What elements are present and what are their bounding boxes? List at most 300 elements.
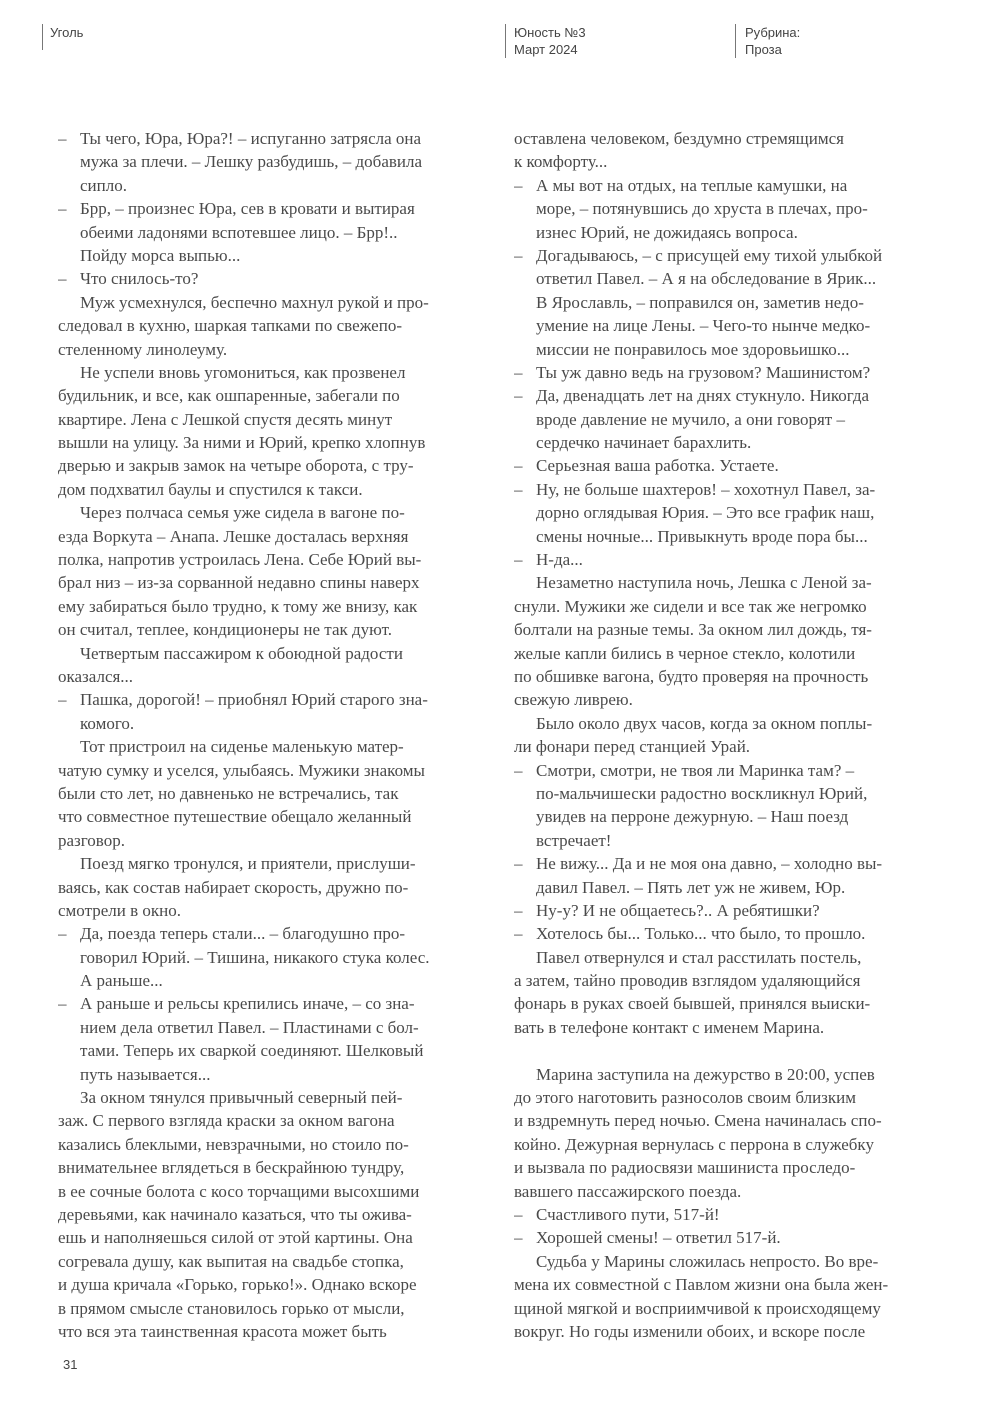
line-text: дорно оглядывая Юрия. – Это все график наш, xyxy=(536,503,875,523)
indent xyxy=(514,431,536,454)
text-line xyxy=(514,805,955,828)
text-line xyxy=(58,688,492,711)
text-line xyxy=(58,618,492,641)
line-text: смотрели в окно. xyxy=(58,900,181,920)
text-line xyxy=(514,876,955,899)
dialogue-line xyxy=(514,384,955,454)
text-line xyxy=(58,829,492,852)
text-line xyxy=(514,1203,955,1226)
issue-date: Март 2024 xyxy=(514,42,578,57)
paragraph xyxy=(514,712,955,759)
line-text: Н-да... xyxy=(536,550,583,570)
text-line xyxy=(514,1250,955,1273)
line-text: мужа за плечи. – Лешку разбудишь, – добавила xyxy=(80,152,423,172)
indent xyxy=(58,244,80,267)
line-text: вавшего пассажирского поезда. xyxy=(514,1181,742,1201)
text-column-left xyxy=(58,127,492,1343)
paragraph xyxy=(514,571,955,711)
text-line xyxy=(514,478,955,501)
line-text: Через полчаса семья уже сидела в вагоне по- xyxy=(80,503,405,523)
text-line xyxy=(514,384,955,407)
paragraph xyxy=(58,642,492,689)
line-text: стеленному линолеуму. xyxy=(58,339,228,359)
magazine-issue xyxy=(514,24,586,58)
line-text: Счастливого пути, 517-й! xyxy=(536,1204,720,1224)
line-text: море, – потянувшись до хруста в плечах, про- xyxy=(536,199,868,219)
indent xyxy=(58,291,80,314)
text-line xyxy=(58,244,492,267)
indent xyxy=(58,852,80,875)
text-line xyxy=(58,1133,492,1156)
text-line xyxy=(58,1226,492,1249)
text-line xyxy=(58,408,492,431)
indent xyxy=(514,876,536,899)
rubric xyxy=(745,24,800,58)
indent xyxy=(514,1250,536,1273)
indent xyxy=(58,946,80,969)
line-text: по-мальчишески радостно воскликнул Юрий, xyxy=(536,783,868,803)
text-line xyxy=(514,314,955,337)
text-line xyxy=(58,1273,492,1296)
paragraph xyxy=(58,852,492,922)
text-line xyxy=(58,1203,492,1226)
line-text: ваясь, как состав набирает скорость, дружно по- xyxy=(58,877,409,897)
line-text: Незаметно наступила ночь, Лешка с Леной за- xyxy=(536,573,872,593)
line-text: квартире. Лена с Лешкой спустя десять минут xyxy=(58,409,393,429)
line-text: Серьезная ваша работка. Устаете. xyxy=(536,456,779,476)
indent xyxy=(514,408,536,431)
indent xyxy=(58,642,80,665)
text-line xyxy=(58,946,492,969)
paragraph xyxy=(58,1086,492,1343)
text-line xyxy=(514,969,955,992)
text-line xyxy=(58,267,492,290)
text-line xyxy=(514,946,955,969)
text-line xyxy=(514,782,955,805)
dialogue-dash: – xyxy=(58,924,67,944)
line-text: В Ярославль, – поправился он, заметив недо- xyxy=(536,292,864,312)
text-line xyxy=(514,1226,955,1249)
line-text: Пойду морса выпью... xyxy=(80,245,241,265)
text-line xyxy=(514,221,955,244)
line-text: снули. Мужики же сидели и все так же негромко xyxy=(514,596,867,616)
text-line xyxy=(514,338,955,361)
text-line xyxy=(58,922,492,945)
line-text: ответил Павел. – А я на обследование в Ярик... xyxy=(536,269,877,289)
text-line xyxy=(58,150,492,173)
indent xyxy=(514,221,536,244)
text-line xyxy=(58,361,492,384)
section-title: Уголь xyxy=(50,25,84,40)
indent xyxy=(514,267,536,290)
paragraph xyxy=(58,735,492,852)
line-text: по обшивке вагона, будто проверяя на прочность xyxy=(514,666,869,686)
line-text: что вся эта таинственная красота может быть xyxy=(58,1321,387,1341)
text-line xyxy=(58,876,492,899)
text-line xyxy=(58,1180,492,1203)
dialogue-line xyxy=(514,899,955,922)
header-divider xyxy=(42,24,43,50)
line-text: Ну, не больше шахтеров! – хохотнул Павел, за- xyxy=(536,479,876,499)
line-text: а затем, тайно проводив взглядом удаляющийся xyxy=(514,971,861,991)
dialogue-dash: – xyxy=(58,269,67,289)
dialogue-line xyxy=(58,127,492,197)
paragraph xyxy=(58,501,492,641)
text-line xyxy=(58,782,492,805)
text-line xyxy=(58,525,492,548)
text-line xyxy=(514,454,955,477)
dialogue-line xyxy=(514,174,955,244)
indent xyxy=(58,712,80,735)
paragraph xyxy=(58,361,492,501)
text-line xyxy=(58,338,492,361)
text-line xyxy=(58,1156,492,1179)
indent xyxy=(514,571,536,594)
text-line xyxy=(58,221,492,244)
line-text: ешь и наполняешься силой от этой картины. Она xyxy=(58,1228,413,1248)
text-line xyxy=(514,197,955,220)
line-text: деревьями, как начинало казаться, что ты ожива- xyxy=(58,1204,412,1224)
text-line xyxy=(514,852,955,875)
line-text: казались блеклыми, невзрачными, но стоило по- xyxy=(58,1134,409,1154)
text-line xyxy=(514,712,955,735)
text-line xyxy=(58,595,492,618)
line-text: Марина заступила на дежурство в 20:00, успев xyxy=(536,1064,875,1084)
line-text: и вздремнуть перед ночью. Смена начиналась спо- xyxy=(514,1111,882,1131)
text-line xyxy=(514,501,955,524)
rubric-label: Рубрина: xyxy=(745,25,801,40)
dialogue-dash: – xyxy=(58,129,67,148)
text-line xyxy=(514,1273,955,1296)
line-text: Судьба у Марины сложилась непросто. Во вре- xyxy=(536,1251,879,1271)
page-number: 31 xyxy=(63,1357,78,1372)
line-text: будильник, и все, как ошпаренные, забегали по xyxy=(58,386,400,406)
indent xyxy=(58,361,80,384)
dialogue-dash: – xyxy=(514,245,523,265)
line-text: Хотелось бы... Только... что было, то прошло. xyxy=(536,924,866,944)
indent xyxy=(514,291,536,314)
dialogue-dash: – xyxy=(514,550,523,570)
line-text: Ты чего, Юра, Юра?! – испуганно затрясла она xyxy=(80,129,422,148)
dialogue-line xyxy=(514,852,955,899)
indent xyxy=(514,829,536,852)
line-text: обеими ладонями вспотевшее лицо. – Брр!.. xyxy=(80,222,398,242)
line-text: Что снилось-то? xyxy=(80,269,199,289)
line-text: следовал в кухню, шаркая тапками по свежепо- xyxy=(58,316,402,336)
line-text: изнес Юрий, не дожидаясь вопроса. xyxy=(536,222,798,242)
line-text: Пашка, дорогой! – приобнял Юрий старого зна- xyxy=(80,690,428,710)
line-text: согревала душу, как выпитая на свадьбе стопка, xyxy=(58,1251,404,1271)
dialogue-line xyxy=(514,548,955,571)
line-text: Ты уж давно ведь на грузовом? Машинистом? xyxy=(536,362,871,382)
dialogue-line xyxy=(514,478,955,548)
text-line xyxy=(58,1109,492,1132)
line-text: говорил Юрий. – Тишина, никакого стука колес. xyxy=(80,947,430,967)
line-text: Брр, – произнес Юра, сев в кровати и вытирая xyxy=(80,199,415,219)
line-text: Смотри, смотри, не твоя ли Маринка там? – xyxy=(536,760,855,780)
line-text: брал низ – из-за сорванной недавно спины наверх xyxy=(58,573,420,593)
line-text: оставлена человеком, бездумно стремящимся xyxy=(514,129,844,148)
line-text: сипло. xyxy=(80,175,127,195)
line-text: нием дела ответил Павел. – Пластинами с бол- xyxy=(80,1017,419,1037)
text-line xyxy=(514,267,955,290)
text-line xyxy=(514,899,955,922)
dialogue-line xyxy=(514,759,955,853)
line-text: Тот пристроил на сиденье маленькую матер- xyxy=(80,737,404,757)
dialogue-line xyxy=(514,922,955,945)
dialogue-dash: – xyxy=(514,479,523,499)
text-line xyxy=(58,454,492,477)
line-text: вокруг. Но годы изменили обоих, и вскоре после xyxy=(514,1321,866,1341)
text-line xyxy=(58,735,492,758)
text-line xyxy=(514,665,955,688)
dialogue-dash: – xyxy=(58,199,67,219)
text-line xyxy=(514,548,955,571)
dialogue-line xyxy=(58,922,492,992)
text-line xyxy=(514,735,955,758)
text-line xyxy=(514,361,955,384)
indent xyxy=(58,1063,80,1086)
text-line xyxy=(514,618,955,641)
text-line xyxy=(514,922,955,945)
line-text: внимательнее вглядеться в бескрайнюю тундру, xyxy=(58,1158,405,1178)
text-line xyxy=(58,174,492,197)
line-text: смены ночные... Привыкнуть вроде пора бы... xyxy=(536,526,868,546)
paragraph xyxy=(514,946,955,1040)
line-text: болтали на разные темы. За окном лил дождь, тя- xyxy=(514,620,872,640)
dialogue-dash: – xyxy=(514,900,523,920)
line-text: дверью и закрыв замок на четыре оборота, с тру- xyxy=(58,456,414,476)
text-line xyxy=(58,665,492,688)
indent xyxy=(58,969,80,992)
line-text: и душа кричала «Горько, горько!». Однако вскоре xyxy=(58,1275,417,1295)
text-line xyxy=(514,571,955,594)
dialogue-line xyxy=(514,361,955,384)
text-line xyxy=(514,291,955,314)
text-line xyxy=(514,688,955,711)
line-text: Хорошей смены! – ответил 517-й. xyxy=(536,1228,781,1248)
text-line xyxy=(58,384,492,407)
line-text: вроде давление не мучило, а они говорят – xyxy=(536,409,845,429)
text-line xyxy=(514,150,955,173)
text-line xyxy=(514,1086,955,1109)
dialogue-line xyxy=(514,244,955,361)
line-text: миссии не понравилось мое здоровьишко... xyxy=(536,339,850,359)
line-text: езда Воркута – Анапа. Лешке досталась верхняя xyxy=(58,526,409,546)
dialogue-line xyxy=(58,197,492,267)
paragraph xyxy=(514,1250,955,1344)
line-text: полка, напротив устроилась Лена. Себе Юрий вы- xyxy=(58,550,422,570)
line-text: давил Павел. – Пять лет уж не живем, Юр. xyxy=(536,877,846,897)
text-line xyxy=(514,759,955,782)
line-text: комого. xyxy=(80,713,135,733)
dialogue-dash: – xyxy=(58,690,67,710)
line-text: свежую ливрею. xyxy=(514,690,633,710)
dialogue-line xyxy=(58,992,492,1086)
text-line xyxy=(514,642,955,665)
line-text: щиной мягкой и восприимчивой к происходящему xyxy=(514,1298,881,1318)
paragraph xyxy=(58,291,492,361)
text-line xyxy=(514,829,955,852)
indent xyxy=(58,1086,80,1109)
line-text: разговор. xyxy=(58,830,125,850)
indent xyxy=(58,1039,80,1062)
text-line xyxy=(514,1156,955,1179)
indent xyxy=(58,221,80,244)
text-line xyxy=(514,1109,955,1132)
dialogue-line xyxy=(58,267,492,290)
dialogue-line xyxy=(58,688,492,735)
text-line xyxy=(58,501,492,524)
text-line xyxy=(58,899,492,922)
line-text: Ну-у? И не общаетесь?.. А ребятишки? xyxy=(536,900,820,920)
text-line xyxy=(58,969,492,992)
text-line xyxy=(58,314,492,337)
dialogue-dash: – xyxy=(514,1228,523,1248)
dialogue-line xyxy=(514,1203,955,1226)
paragraph xyxy=(514,1063,955,1203)
dialogue-dash: – xyxy=(514,854,523,874)
line-text: Не успели вновь угомониться, как прозвенел xyxy=(80,362,406,382)
text-line xyxy=(58,431,492,454)
indent xyxy=(58,174,80,197)
line-text: увидев на перроне дежурную. – Наш поезд xyxy=(536,807,849,827)
line-text: Да, двенадцать лет на днях стукнуло. Никогда xyxy=(536,386,870,406)
line-text: были сто лет, но давненько не встречались, так xyxy=(58,783,399,803)
line-text: желые капли бились в черное стекло, колотили xyxy=(514,643,856,663)
text-line xyxy=(58,712,492,735)
indent xyxy=(514,501,536,524)
indent xyxy=(58,735,80,758)
line-text: мена их совместной с Павлом жизни она была жен- xyxy=(514,1275,889,1295)
text-line xyxy=(58,1297,492,1320)
indent xyxy=(514,314,536,337)
line-text: Догадываюсь, – с присущей ему тихой улыбкой xyxy=(536,245,883,265)
section-break xyxy=(514,1039,955,1062)
line-text: За окном тянулся привычный северный пей- xyxy=(80,1088,403,1108)
indent xyxy=(514,946,536,969)
dialogue-dash: – xyxy=(514,175,523,195)
line-text: А раньше... xyxy=(80,971,163,991)
magazine-name: Юность №3 xyxy=(514,25,586,40)
indent xyxy=(514,712,536,735)
line-text: Не вижу... Да и не моя она давно, – холодно вы- xyxy=(536,854,883,874)
header-divider xyxy=(735,24,736,58)
line-text: в ее сочные болота с косо торчащими высохшими xyxy=(58,1181,420,1201)
text-line xyxy=(58,291,492,314)
header-divider xyxy=(505,24,506,58)
line-text: койно. Дежурная вернулась с перрона в служебку xyxy=(514,1134,874,1154)
line-text: дом подхватил баулы и спустился к такси. xyxy=(58,479,363,499)
dialogue-dash: – xyxy=(514,456,523,476)
text-line xyxy=(514,431,955,454)
line-text: заж. С первого взгляда краски за окном вагона xyxy=(58,1111,395,1131)
text-line xyxy=(514,1320,955,1343)
indent xyxy=(514,197,536,220)
text-line xyxy=(514,992,955,1015)
dialogue-dash: – xyxy=(514,760,523,780)
indent xyxy=(514,338,536,361)
line-text: до этого наготовить разносолов своим близким xyxy=(514,1088,856,1108)
line-text: Поезд мягко тронулся, и приятели, прислуши- xyxy=(80,854,416,874)
text-line xyxy=(58,642,492,665)
dialogue-dash: – xyxy=(514,1204,523,1224)
line-text: оказался... xyxy=(58,666,134,686)
line-text: Павел отвернулся и стал расстилать постель, xyxy=(536,947,862,967)
indent xyxy=(58,1016,80,1039)
line-text: А раньше и рельсы крепились иначе, – со зна- xyxy=(80,994,415,1014)
line-text: сердечко начинает барахлить. xyxy=(536,433,752,453)
text-line xyxy=(514,1297,955,1320)
text-line xyxy=(58,127,492,150)
line-text: к комфорту... xyxy=(514,152,608,172)
text-line xyxy=(514,1133,955,1156)
text-line xyxy=(514,174,955,197)
dialogue-dash: – xyxy=(514,924,523,944)
line-text: вышли на улицу. За ними и Юрий, крепко хлопнув xyxy=(58,433,426,453)
line-text: Четвертым пассажиром к обоюдной радости xyxy=(80,643,403,663)
line-text: чатую сумку и уселся, улыбаясь. Мужики знакомы xyxy=(58,760,425,780)
text-line xyxy=(58,805,492,828)
text-line xyxy=(514,408,955,431)
paragraph xyxy=(514,127,955,174)
text-line xyxy=(514,1016,955,1039)
line-text: вать в телефоне контакт с именем Марина. xyxy=(514,1017,825,1037)
text-line xyxy=(514,244,955,267)
line-text: в прямом смысле становилось горько от мысли, xyxy=(58,1298,405,1318)
text-line xyxy=(58,759,492,782)
indent xyxy=(514,805,536,828)
text-line xyxy=(58,852,492,875)
text-line xyxy=(58,478,492,501)
rubric-value: Проза xyxy=(745,42,782,57)
text-column-right xyxy=(514,127,955,1343)
indent xyxy=(514,1063,536,1086)
text-line xyxy=(58,1063,492,1086)
text-line xyxy=(514,1063,955,1086)
line-text: умение на лице Лены. – Чего-то нынче медко- xyxy=(536,316,871,336)
line-text: встречает! xyxy=(536,830,612,850)
line-text: Муж усмехнулся, беспечно махнул рукой и про- xyxy=(80,292,429,312)
line-text: что совместное путешествие обещало желанный xyxy=(58,807,412,827)
indent xyxy=(514,525,536,548)
line-text: фонарь в руках своей бывшей, принялся выиски- xyxy=(514,994,871,1014)
text-line xyxy=(58,1320,492,1343)
text-line xyxy=(58,1086,492,1109)
text-line xyxy=(58,992,492,1015)
line-text: ли фонари перед станцией Урай. xyxy=(514,737,751,757)
line-text: ему забираться было трудно, к тому же внизу, как xyxy=(58,596,418,616)
line-text: путь называется... xyxy=(80,1064,211,1084)
text-line xyxy=(58,197,492,220)
text-line xyxy=(514,595,955,618)
dialogue-line xyxy=(514,1226,955,1249)
text-line xyxy=(514,1180,955,1203)
text-line xyxy=(58,548,492,571)
line-text: он считал, теплее, кондиционеры не так дуют. xyxy=(58,620,393,640)
indent xyxy=(58,150,80,173)
line-text: Было около двух часов, когда за окном поплы- xyxy=(536,713,873,733)
text-line xyxy=(514,127,955,150)
line-text: А мы вот на отдых, на теплые камушки, на xyxy=(536,175,848,195)
dialogue-dash: – xyxy=(514,362,523,382)
text-line xyxy=(58,1250,492,1273)
text-line xyxy=(58,1016,492,1039)
line-text: и вызвала по радиосвязи машиниста проследо- xyxy=(514,1158,856,1178)
text-line xyxy=(58,1039,492,1062)
line-text: тами. Теперь их сваркой соединяют. Шелковый xyxy=(80,1041,424,1061)
line-text: Да, поезда теперь стали... – благодушно про- xyxy=(80,924,406,944)
